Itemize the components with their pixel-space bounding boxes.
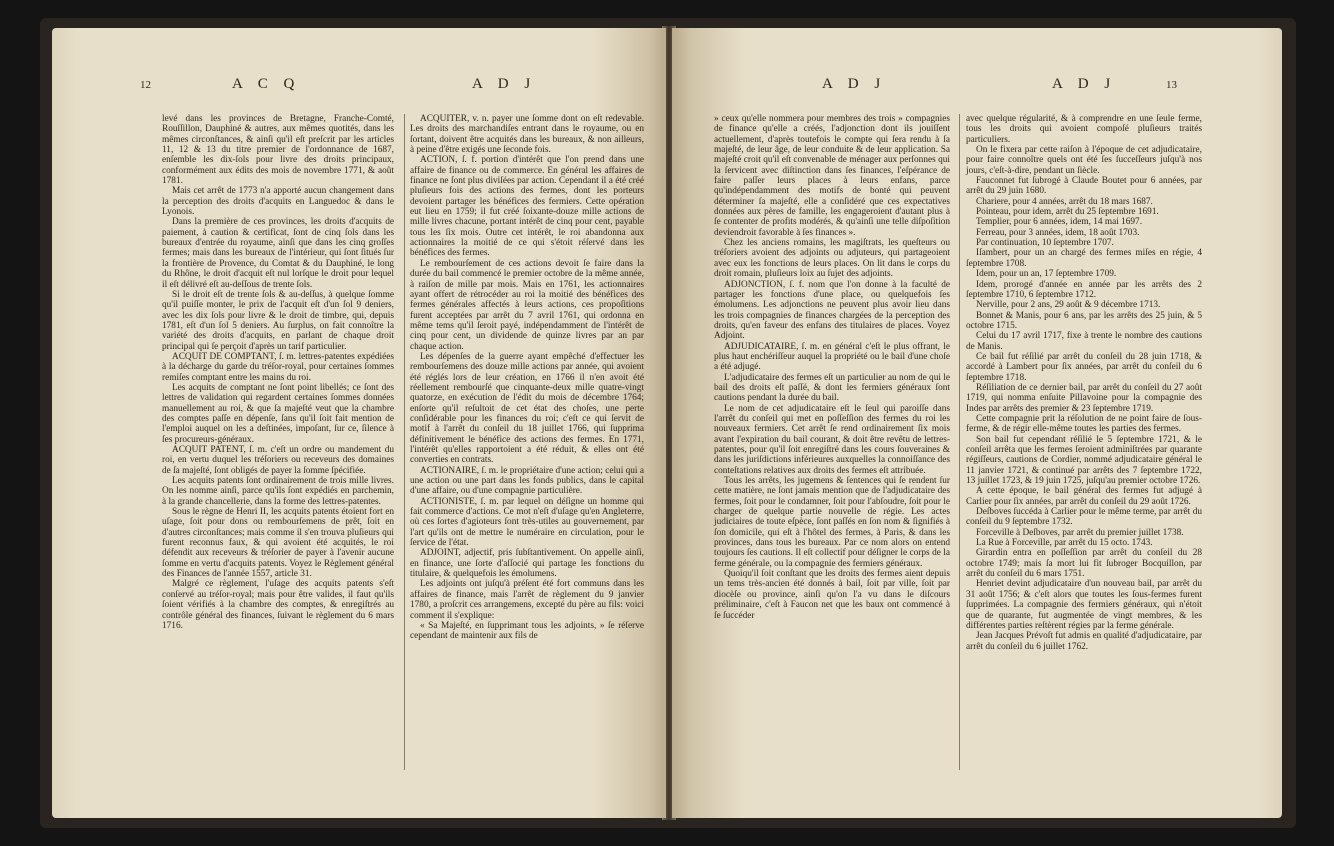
paragraph: Les acquits de comptant ne ſont point libellés; ce ſont des lettres de validation qui regardent certaines ſommes données manuellement au roi, & que ſa majeſté veut que la chambre des comptes paſſe en dépenſe, ſans qu'il ſoit fait mention de l'emploi auquel on les a deſtinées, impoſant, ſur ce, ſilence à ſes procureurs-généraux. bbox=[162, 382, 394, 445]
paragraph: ACQUIT DE COMPTANT, ſ. m. lettres-patentes expédiées à la décharge du garde du tréſor-royal, pour certaines ſommes remiſes comptant entre les mains du roi. bbox=[162, 351, 394, 383]
right-column-1 bbox=[714, 114, 950, 621]
paragraph: Dans la première de ces provinces, les droits d'acquits de paiement, à caution & certificat, ſont de cinq ſols dans les bureaux d'entrée du royaume, ainſi que dans les cinq groſſes fermes; mais dans les bureaux de l'intérieur, qui ſont ſitués ſur la frontière de Provence, du Comtat & du Dauphiné, le long du Rhône, le droit d'acquit eſt nul lorſque le droit pour lequel il eſt délivré eſt au-deſſous de trente ſols. bbox=[162, 217, 394, 290]
paragraph: Idem, pour un an, 17 ſeptembre 1709. bbox=[976, 269, 1117, 280]
right-header-right: A D J bbox=[1052, 76, 1117, 92]
paragraph: Ferreau, pour 3 années, idem, 18 août 1703. bbox=[976, 227, 1140, 238]
paragraph: Tous les arrêts, les jugemens & ſentences qui ſe rendent ſur cette matière, ne ſont jamais mention que de l'adjudicataire des fermes, ſoit pour le condamner, ſoit pour l'abſoudre, ſoit pour le charger de quelque partie nouvelle de régie. Les actes judiciaires de toute eſpèce, ſont paſſés en ſon nom & ſignifiés à ſon domicile, qui eſt à l'hôtel des fermes, à Paris, & dans les provinces, dans tous les bureaux. Par ce nom alors on entend toujours ſes cautions. Il eſt collectif pour déſigner le corps de la ferme générale, ou la compagnie des fermiers généraux. bbox=[714, 476, 950, 569]
paragraph: Mais cet arrêt de 1773 n'a apporté aucun changement dans la perception des droits d'acquits en Languedoc & dans le Lyonois. bbox=[162, 186, 394, 218]
paragraph: Bonnet & Manis, pour 6 ans, par les arrêts des 25 juin, & 5 octobre 1715. bbox=[966, 310, 1202, 331]
paragraph: levé dans les provinces de Bretagne, Franche-Comté, Rouſſillon, Dauphiné & autres, aux mêmes quotités, dans les mêmes circonſtances, & ainſi qu'il eſt preſcrit par les articles 11, 12 & 13 du titre premier de l'ordonnance de 1687, enſemble les dix-ſols pour livre des droits principaux, conformément aux édits des mois de novembre 1771, & août 1781. bbox=[162, 114, 394, 187]
left-page-number: 12 bbox=[140, 79, 151, 91]
paragraph: Ce bail fut réſilié par arrêt du conſeil du 28 juin 1718, & accordé à Lambert pour ſix années, par arrêt du conſeil du 6 ſeptembre 1718. bbox=[966, 351, 1202, 383]
paragraph: Henriet devint adjudicataire d'un nouveau bail, par arrêt du 31 août 1756; & c'eſt alors que toutes les ſous-fermes furent ſupprimées. La compagnie des fermiers généraux, qui n'étoit que de quarante, fut augmentée de vingt membres, & les différentes parties reſtèrent régies par la ferme générale. bbox=[966, 579, 1202, 631]
paragraph: Sous le règne de Henri II, les acquits patents étoient fort en uſage, ſoit pour dons ou rembourſemens de prêt, ſoit en d'autres circonſtances; mais comme il s'en trouva pluſieurs qui furent reconnus faux, & qui avoient été acquités, le roi défendit aux receveurs & tréſorier de payer à l'avenir aucune ſomme en vertu d'acquits patents. Voyez le Règlement général des Finances de l'année 1557, article 31. bbox=[162, 507, 394, 580]
paragraph: ACTION, ſ. f. portion d'intérêt que l'on prend dans une affaire de finance ou de commerce. En général les affaires de finance ne ſont plus diviſées par action. Cependant il a été créé pluſieurs fois des actions des fermes, dont les porteurs devoient partager les bénéfices des fermiers. Cette opération eut lieu en 1759; il fut créé ſoixante-douze mille actions de mille livres chacune, portant intérêt de cinq pour cent, payable tous les ſix mois. Outre cet intérêt, le roi abandonna aux actionnaires la moitié de ce qui s'étoit réſervé dans les bénéfices des fermes. bbox=[410, 155, 644, 259]
paragraph: ADJOINT, adjectif, pris ſubſtantivement. On appelle ainſi, en finance, une ſorte d'aſſocié qui partage les fonctions du titulaire, & quelquefois les émolumens. bbox=[410, 548, 644, 580]
paragraph: La Rue à Forceville, par arrêt du 15 octo. 1743. bbox=[976, 538, 1153, 549]
paragraph: Idem, prorogé d'année en année par les arrêts des 2 ſeptembre 1710, 6 ſeptembre 1712. bbox=[966, 279, 1202, 300]
paragraph: Cette compagnie prit la réſolution de ne point faire de ſous-ferme, & de régir elle-même toutes les parties des fermes. bbox=[966, 413, 1202, 435]
paragraph: ACQUITER, v. n. payer une ſomme dont on eſt redevable. Les droits des marchandiſes entrant dans le royaume, ou en ſortant, doivent être acquités dans les bureaux, & non ailleurs, à peine d'être exigés une ſeconde fois. bbox=[410, 114, 644, 156]
paragraph: ACTIONAIRE, ſ. m. le propriétaire d'une action; celui qui a une action ou une part dans les fonds publics, dans le capital d'une affaire, ou d'une compagnie particulière. bbox=[410, 465, 644, 497]
left-header-right: A D J bbox=[472, 76, 537, 92]
paragraph: Son bail fut cependant réſilié le 5 ſeptembre 1721, & le conſeil arrêta que les fermes ſeroient adminiſtrées par quarante régiſſeurs, cautions de Cordier, nommé adjudicataire général le 11 janvier 1721, & continué par arrêts des 7 ſeptembre 1722, 13 juillet 1723, & 19 juin 1725, juſqu'au premier octobre 1726. bbox=[966, 434, 1202, 487]
paragraph: Deſboves ſuccéda à Carlier pour le même terme, par arrêt du conſeil du 9 ſeptembre 1732. bbox=[966, 507, 1202, 528]
paragraph: ADJUDICATAIRE, ſ. m. en général c'eſt le plus offrant, le plus haut enchériſſeur auquel la propriété ou le bail d'une choſe a été adjugé. bbox=[714, 341, 950, 373]
paragraph: L'adjudicataire des fermes eſt un particulier au nom de qui le bail des droits eſt paſſé, & dont les fermiers généraux ſont cautions pendant la durée du bail. bbox=[714, 372, 950, 404]
paragraph: On le fixera par cette raiſon à l'époque de cet adjudicataire, pour faire connoître quels ont été ſes ſucceſſeurs juſqu'à nos jours, c'eſt-à-dire, pendant un ſiècle. bbox=[966, 145, 1202, 176]
right-page-header bbox=[672, 76, 1282, 100]
paragraph: Les acquits patents ſont ordinairement de trois mille livres. On les nomme ainſi, parce qu'ils ſont expédiés en parchemin, à la grande chancellerie, dans la forme des lettres-patentes. bbox=[162, 476, 394, 507]
left-column-1 bbox=[162, 114, 394, 631]
paragraph: Templier, pour 6 années, idem, 14 mai 1697. bbox=[976, 217, 1143, 228]
paragraph: Par continuation, 10 ſeptembre 1707. bbox=[976, 238, 1114, 249]
paragraph: Malgré ce règlement, l'uſage des acquits patents s'eſt conſervé au tréſor-royal; mais pour être valides, il faut qu'ils ſoient vérifiés à la chambre des comptes, & enregiſtrés au contrôle général des finances, ſuivant le règlement du 6 mars 1716. bbox=[162, 579, 394, 631]
paragraph: Si le droit eſt de trente ſols & au-deſſus, à quelque ſomme qu'il puiſſe monter, le prix de l'acquit eſt d'un ſol 9 deniers, avec les dix ſols pour livre & le droit de timbre, qui, depuis 1781, eſt d'un ſol 5 deniers. Au ſurplus, on fait connoître la variété des droits d'acquits, en parlant de chaque droit principal qui ſe perçoit d'après un tarif particulier. bbox=[162, 289, 394, 352]
paragraph: A cette époque, le bail général des fermes fut adjugé à Carlier pour ſix années, par arrêt du conſeil du 29 août 1726. bbox=[966, 486, 1202, 507]
paragraph: Celui du 17 avril 1717, fixe à trente le nombre des cautions de Manis. bbox=[966, 331, 1202, 352]
right-page-number: 13 bbox=[1166, 79, 1177, 91]
paragraph: Réſiliation de ce dernier bail, par arrêt du conſeil du 27 août 1719, qui nomma enſuite Pillavoine pour la compagnie des Indes par arrêts des premier & 23 ſeptembre 1719. bbox=[966, 382, 1202, 414]
paragraph: Iſambert, pour un an chargé des fermes miſes en régie, 4 ſeptembre 1708. bbox=[966, 248, 1202, 269]
paragraph: Les dépenſes de la guerre ayant empêché d'effectuer les rembourſemens des douze mille actions par année, qui avoient été réglés lors de leur création, en 1766 il n'en avoit été réellement rembourſé que cinquante-deux mille quatre-vingt quatorze, en exécution de l'édit du mois de décembre 1764; enſorte qu'il reſultoit de cet état des choſes, une perte conſidérable pour les finances du roi; c'eſt ce qui ſervit de motif à l'arrêt du conſeil du 18 juillet 1766, qui ſupprima définitivement le bénéfice des actions des fermes. En 1771, l'intérêt qu'elles rapportoient a été réduit, & elles ont été converties en contrats. bbox=[410, 351, 644, 466]
paragraph: Chez les anciens romains, les magiſtrats, les queſteurs ou tréſoriers avoient des adjoints ou adjuteurs, qui partageoient avec eux les fonctions de leurs places. On lit dans le corps du droit romain, pluſieurs loix au ſujet des adjoints. bbox=[714, 238, 950, 280]
book-spread bbox=[40, 18, 1296, 828]
paragraph: Girardin entra en poſſeſſion par arrêt du conſeil du 28 octobre 1749; mais ſa mort lui fit ſubroger Bocquillon, par arrêt du conſeil du 6 mars 1751. bbox=[966, 548, 1202, 580]
left-header-left: A C Q bbox=[232, 76, 301, 92]
paragraph: Quoiqu'il ſoit conſtant que les droits des fermes aient depuis un tems très-ancien été donnés à bail, ſoit par ville, ſoit par diocèſe ou province, ainſi qu'on l'a vu dans le diſcours préliminaire, c'eſt à Faucon net que les baux ont commencé à ſe ſuccéder bbox=[714, 569, 950, 621]
paragraph: Fauconnet fut ſubrogé à Claude Boutet pour 6 années, par arrêt du 29 juin 1680. bbox=[966, 176, 1202, 197]
right-column-2 bbox=[966, 114, 1202, 652]
paragraph: Chariere, pour 4 années, arrêt du 18 mars 1687. bbox=[976, 196, 1153, 207]
paragraph: » ceux qu'elle nommera pour membres des trois » compagnies de finance qu'elle a créés, l'adjonction dont ils jouiſſent actuellement, d'après toutefois le compte qui ſera rendu à ſa majeſté, de leur âge, de leur conduite & de leur application. Sa majeſté croit qu'il eſt convenable de ménager aux perſonnes qui la ſervicent avec diſtinction dans ſes finances, l'eſpérance de faire paſſer leurs places à leurs enfans, parce qu'indépendamment des motifs de bonté qui peuvent déterminer ſa majeſté, elle a conſidéré que ces expectatives données aux pères de famille, les engageroient d'autant plus à ſe contenter de profits modérés, & qu'ainſi une telle diſpoſition deviendroit favorable à ſes finances ». bbox=[714, 114, 950, 238]
paragraph: Nerville, pour 2 ans, 29 août & 9 décembre 1713. bbox=[976, 300, 1161, 311]
left-page bbox=[52, 28, 666, 818]
paragraph: Pointeau, pour idem, arrêt du 25 ſeptembre 1691. bbox=[976, 207, 1159, 218]
right-header-left: A D J bbox=[822, 76, 887, 92]
paragraph: Le rembourſement de ces actions devoit ſe faire dans la durée du bail commencé le premier octobre de la même année, à raiſon de mille par mois. Mais en 1761, les actionnaires ayant offert de rétrocéder au roi la moitié des bénéfices des fermes générales affectés à leurs actions, ces propoſitions furent acceptées par arrêt du 7 avril 1761, qui ordonna en même tems qu'il ſeroit payé, indépendamment de l'intérêt de cinq pour cent, un dividende de quinze livres par an par chaque action. bbox=[410, 258, 644, 352]
paragraph: ACQUIT PATENT, ſ. m. c'eſt un ordre ou mandement du roi, en vertu duquel les tréſoriers ou receveurs des domaines de ſa majeſté, ſont obligés de payer la ſomme ſpécifiée. bbox=[162, 445, 394, 476]
paragraph: avec quelque régularité, & à comprendre en une ſeule ferme, tous les droits qui avoient compoſé pluſieurs traités particuliers. bbox=[966, 114, 1202, 145]
paragraph: Forceville à Deſboves, par arrêt du premier juillet 1738. bbox=[976, 527, 1184, 538]
paragraph: « Sa Majeſté, en ſupprimant tous les adjoints, » ſe réſerve cependant de maintenir aux fils de bbox=[410, 620, 644, 642]
column-rule bbox=[404, 114, 405, 770]
paragraph: Le nom de cet adjudicataire eſt le ſeul qui paroiſſe dans l'arrêt du conſeil qui met en poſſeſſion des fermes du roi les nouveaux fermiers. Cet arrêt ſe rend ordinairement ſix mois avant l'expiration du bail courant, & doit être revêtu de lettres-patentes, pour qu'il ſoit enregiſtré dans les cours ſouveraines & dans les juriſdictions inférieures auxquelles la connoiſſance des conteſtations relatives aux droits des fermes eſt attribuée. bbox=[714, 403, 950, 476]
paragraph: Jean Jacques Prévoſt fut admis en qualité d'adjudicataire, par arrêt du conſeil du 6 juillet 1762. bbox=[966, 631, 1203, 652]
column-rule bbox=[959, 114, 960, 770]
paragraph: ACTIONISTE, ſ. m. par lequel on déſigne un homme qui fait commerce d'actions. Ce mot n'eſt d'uſage qu'en Angleterre, où ces ſortes d'agioteurs ſont très-utiles au gouvernement, par l'art qu'ils ont de mettre le numéraire en circulation, pour le ſervice de l'état. bbox=[410, 496, 644, 549]
paragraph: ADJONCTION, ſ. f. nom que l'on donne à la faculté de partager les fonctions d'une place, ou quelquefois ſes émolumens. Les adjonctions ne peuvent plus avoir lieu dans les trois compagnies de finances chargées de la perception des droits, qu'en faveur des enfans des titulaires de places. Voyez Adjoint. bbox=[714, 279, 950, 342]
left-column-2 bbox=[410, 114, 644, 642]
left-page-header bbox=[52, 76, 666, 100]
right-page bbox=[672, 28, 1282, 818]
paragraph: Les adjoints ont juſqu'à préſent été fort communs dans les affaires de finance, mais l'arrêt de règlement du 9 janvier 1780, a proſcrit ces arrangemens, excepté du père au fils: voici comment il s'explique: bbox=[410, 579, 644, 621]
